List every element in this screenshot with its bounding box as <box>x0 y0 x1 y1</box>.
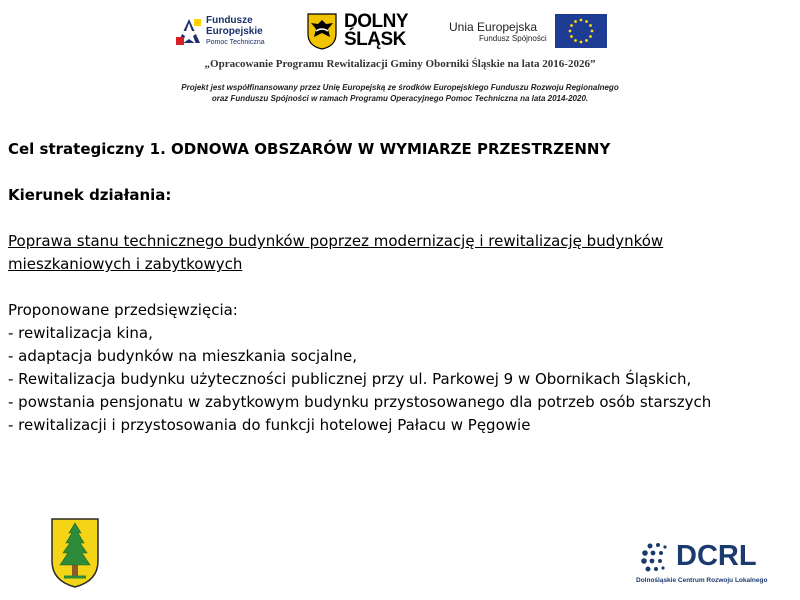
dcrl-fullname: Dolnośląskie Centrum Rozwoju Lokalnego <box>636 577 768 584</box>
proposal-item: - Rewitalizacja budynku użyteczności publicznej przy ul. Parkowej 9 w Obornikach Śląskich, <box>8 370 692 388</box>
program-title: „Opracowanie Programu Rewitalizacji Gminy Oborniki Śląskie na lata 2016-2026” <box>204 58 596 70</box>
dcrl-logo <box>636 538 786 593</box>
proposal-item: - powstania pensjonatu w zabytkowym budynku przystosowanego dla potrzeb osób starszych <box>8 393 712 411</box>
eagle-crest-icon <box>306 12 338 50</box>
ds-line1: DOLNY <box>344 11 408 32</box>
proposal-item: - adaptacja budynków na mieszkania socjalne, <box>8 347 358 365</box>
direction-line2: mieszkaniowych i zabytkowych <box>8 255 243 273</box>
proposal-item: - rewitalizacja kina, <box>8 324 153 342</box>
eu-flag-icon <box>555 14 607 48</box>
dolny-slask-logo <box>306 8 408 54</box>
header-logos <box>0 8 800 54</box>
project-funding-note <box>0 82 800 104</box>
main-content <box>8 138 798 437</box>
direction-line1: Poprawa stanu technicznego budynków poprzez modernizację i rewitalizację budynków <box>8 232 664 250</box>
ue-line2: Fundusz Spójności <box>479 33 547 43</box>
fe-line1: Fundusze <box>206 14 253 26</box>
dcrl-wordmark: DCRL <box>676 540 757 572</box>
ds-line2: ŚLĄSK <box>344 29 406 50</box>
fe-star-icon <box>176 17 202 45</box>
ue-line1: Unia Europejska <box>449 19 538 34</box>
strategic-goal: Cel strategiczny 1. ODNOWA OBSZARÓW W WYMIARZE PRZESTRZENNY <box>8 140 611 158</box>
fundusze-europejskie-logo <box>176 8 265 54</box>
oborniki-crest-icon <box>50 517 100 589</box>
dcrl-dots-icon <box>640 542 674 574</box>
proposals-label: Proponowane przedsięwzięcia: <box>8 301 238 319</box>
fe-line3: Pomoc Techniczna <box>206 38 265 46</box>
fe-line2: Europejskie <box>206 25 263 37</box>
project-line2: oraz Funduszu Spójności w ramach Programu Operacyjnego Pomoc Techniczna na lata 2014-2020. <box>211 94 589 103</box>
project-line1: Projekt jest współfinansowany przez Unię Europejską ze środków Europejskiego Funduszu Rozwoju Regionalnego <box>181 83 619 92</box>
proposal-item: - rewitalizacji i przystosowania do funkcji hotelowej Pałacu w Pęgowie <box>8 416 531 434</box>
direction-label: Kierunek działania: <box>8 186 172 204</box>
unia-europejska-logo <box>449 8 607 54</box>
